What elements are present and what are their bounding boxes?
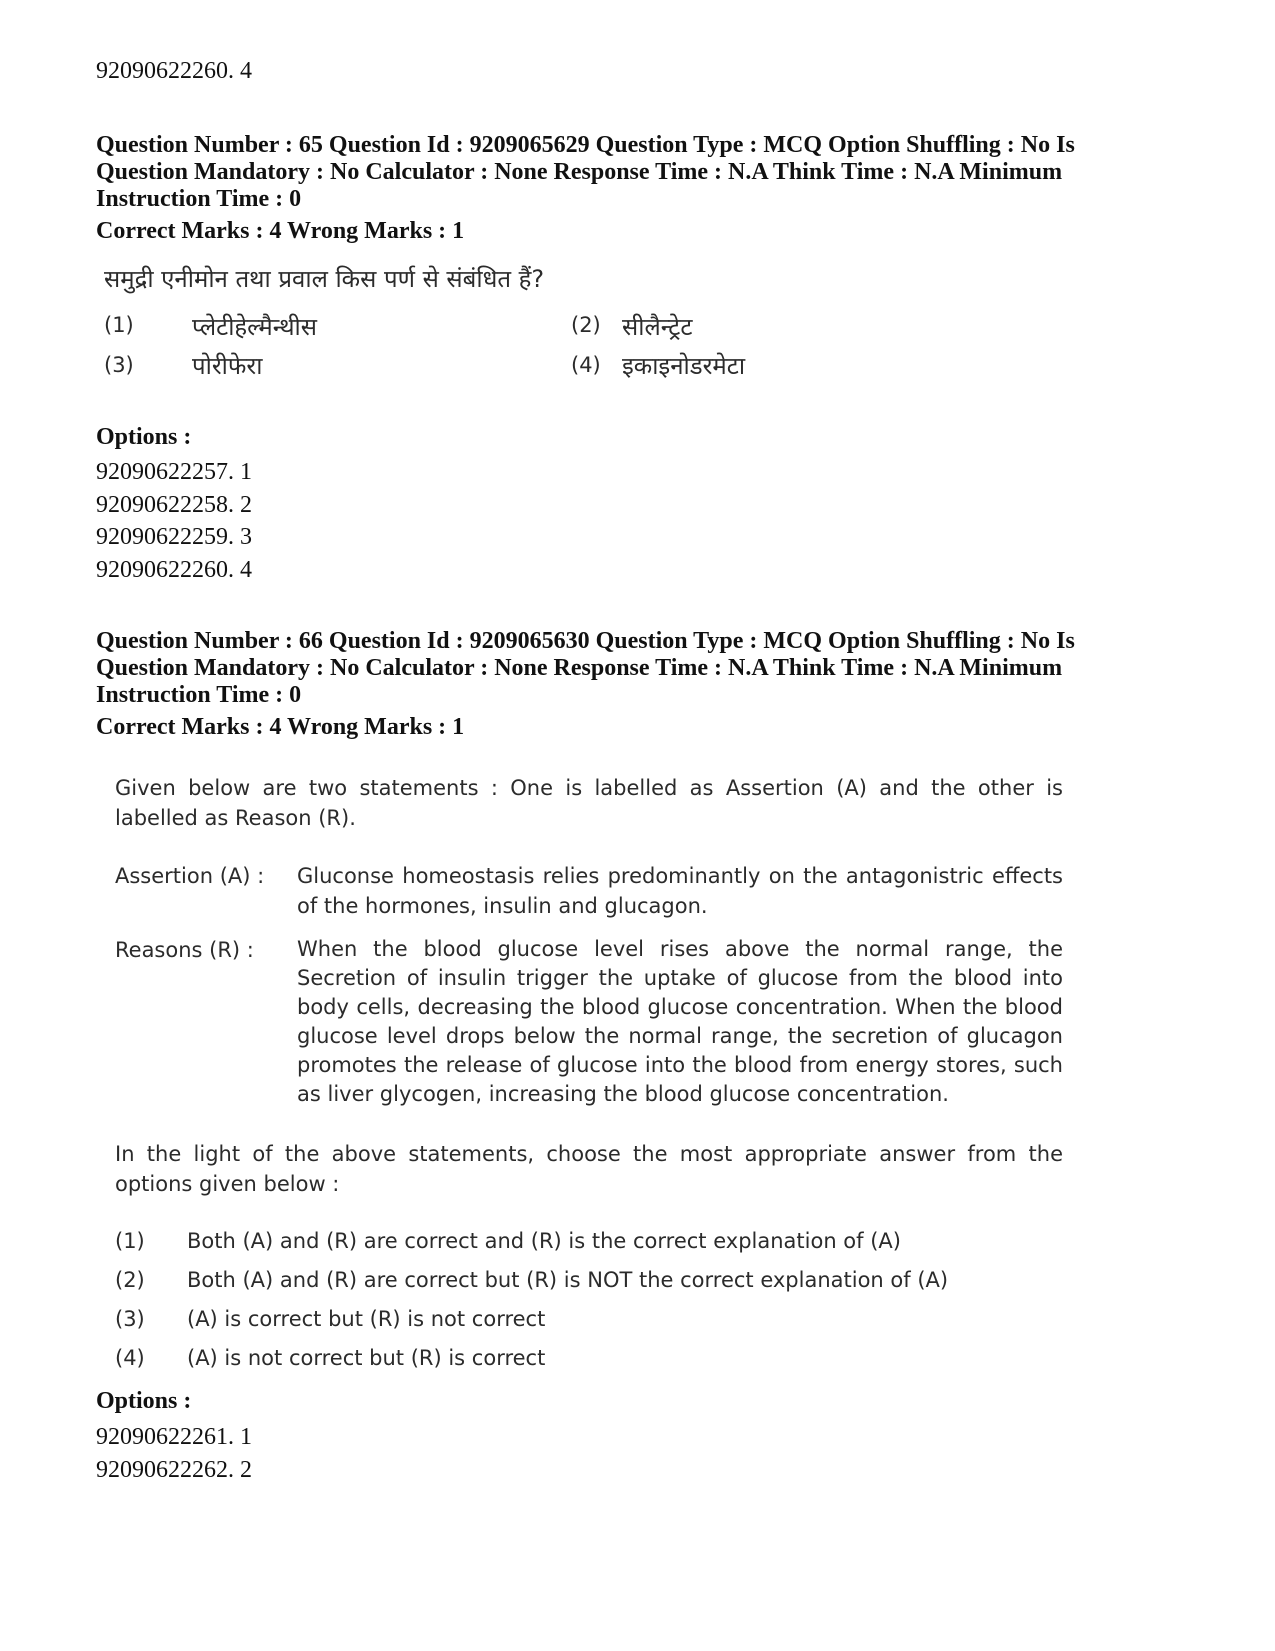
- q65-choice-3-text: पोरीफेरा: [192, 352, 263, 380]
- q65-meta-line1: Question Number : 65 Question Id : 9209065629 Question Type : MCQ Option Shuffling : No Is: [96, 132, 1075, 158]
- q65-meta-line3: Instruction Time : 0: [96, 186, 302, 212]
- q66-meta-line3: Instruction Time : 0: [96, 682, 302, 708]
- q65-option-4: 92090622260. 4: [96, 556, 252, 583]
- q65-option-1: 92090622257. 1: [96, 459, 252, 485]
- q65-meta-line2: Question Mandatory : No Calculator : None Response Time : N.A Think Time : N.A Minimum: [96, 159, 1063, 185]
- q66-meta-line2: Question Mandatory : No Calculator : None Response Time : N.A Think Time : N.A Minimum: [96, 655, 1063, 681]
- q66-choice-4-number: (4): [115, 1346, 145, 1370]
- q66-choice-4-text: (A) is not correct but (R) is correct: [187, 1346, 546, 1370]
- q65-choice-1-number: (1): [104, 313, 134, 337]
- q65-question-text: समुद्री एनीमोन तथा प्रवाल किस पर्ण से संबंधित हैं?: [104, 265, 545, 293]
- q66-choice-3-number: (3): [115, 1307, 145, 1331]
- q66-choice-1-number: (1): [115, 1229, 145, 1253]
- q65-choice-3-number: (3): [104, 353, 134, 377]
- q65-choice-4-text: इकाइनोडरमेटा: [622, 352, 746, 380]
- q66-marks: Correct Marks : 4 Wrong Marks : 1: [96, 714, 465, 740]
- q65-marks: Correct Marks : 4 Wrong Marks : 1: [96, 218, 465, 244]
- q65-option-3: 92090622259. 3: [96, 524, 252, 550]
- q65-options-list: [96, 456, 252, 586]
- q66-reason-text: When the blood glucose level rises above the normal range, the Secretion of insulin trigger the uptake of glucose from the blood into body cells, decreasing the blood glucose concentration. When the blood glucose level drops below the normal range, the secretion of glucagon promotes the release of glucose into the blood from energy stores, such as liver glycogen, increasing the blood glucose concentration.: [297, 937, 1063, 1106]
- q66-options-label: Options :: [96, 1388, 192, 1414]
- q65-option-2: 92090622258. 2: [96, 491, 252, 518]
- q66-option-2: 92090622262. 2: [96, 1456, 252, 1483]
- q66-assertion-label: Assertion (A) :: [115, 864, 265, 888]
- prev-option-4: 92090622260. 4: [96, 58, 252, 84]
- q66-choice-3-text: (A) is correct but (R) is not correct: [187, 1307, 546, 1331]
- q66-choice-2-number: (2): [115, 1268, 145, 1292]
- q65-choice-2-text: सीलैन्ट्रेट: [622, 313, 693, 341]
- q66-options-list: [96, 1421, 252, 1486]
- q65-choice-1-text: प्लेटीहेल्मैन्थीस: [192, 313, 317, 341]
- q65-choice-4-number: (4): [571, 353, 601, 377]
- q66-instruction: In the light of the above statements, choose the most appropriate answer from the options given below :: [115, 1142, 1063, 1196]
- q66-assertion-text: Gluconse homeostasis relies predominantly on the antagonistric effects of the hormones, insulin and glucagon.: [297, 864, 1063, 918]
- q66-reason-label: Reasons (R) :: [115, 938, 254, 962]
- q65-options-label: Options :: [96, 424, 192, 450]
- q65-choice-2-number: (2): [571, 313, 601, 337]
- q66-intro: Given below are two statements : One is labelled as Assertion (A) and the other is labelled as Reason (R).: [115, 776, 1063, 830]
- q66-meta: [96, 628, 1216, 709]
- q65-meta: [96, 132, 1216, 213]
- q66-meta-line1: Question Number : 66 Question Id : 9209065630 Question Type : MCQ Option Shuffling : No Is: [96, 628, 1075, 654]
- q66-option-1: 92090622261. 1: [96, 1424, 252, 1450]
- q66-choice-1-text: Both (A) and (R) are correct and (R) is the correct explanation of (A): [187, 1229, 901, 1253]
- q66-choice-2-text: Both (A) and (R) are correct but (R) is NOT the correct explanation of (A): [187, 1268, 949, 1292]
